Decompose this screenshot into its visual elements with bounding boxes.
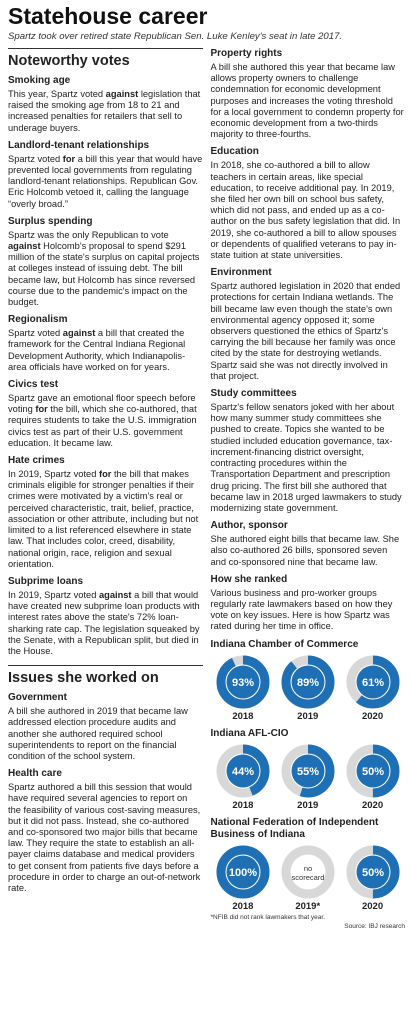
donut-cell	[278, 845, 338, 912]
vote-text: In 2019, Spartz voted	[8, 589, 99, 600]
vote-heading: Hate crimes	[8, 455, 65, 467]
donut-cell	[343, 655, 403, 722]
donut-label: 44%	[231, 765, 254, 778]
donut-year: 2019	[297, 799, 319, 811]
donut-label: 93%	[231, 676, 254, 689]
issues-left-list	[8, 692, 203, 894]
vote-text: Spartz voted	[8, 153, 63, 164]
donut-chart	[346, 655, 400, 709]
donut-row	[211, 655, 406, 722]
donut-row	[211, 845, 406, 912]
issue-body: Spartz authored a bill this session that would have required several agencies to report on the feasibility of various cost-saving measures, but it did not pass. Instead, she co-authored and co-sponsored two major bills that became law. They require the state to establish an all-payer claims database and medical providers to get consent from patients five days before a procedure in order to charge an out-of-network rate.	[8, 782, 201, 893]
issue-heading: Government	[8, 692, 67, 704]
vote-body	[8, 590, 203, 657]
donut-label: 50%	[361, 866, 384, 879]
vote-heading: Smoking age	[8, 75, 71, 86]
donut-chart	[216, 744, 270, 798]
donut-cell	[213, 655, 273, 722]
rating-group	[211, 639, 406, 722]
vote-body	[8, 89, 203, 134]
donut-chart	[281, 655, 335, 709]
donut-year: 2019*	[295, 900, 321, 912]
donut-year: 2019	[297, 710, 319, 722]
vote-position: for	[98, 469, 112, 480]
page-subtitle: Spartz took over retired state Republican Sen. Luke Kenley's seat in late 2017.	[8, 31, 343, 42]
vote-text: Spartz gave an emotional floor speech before voting	[8, 393, 196, 415]
vote-heading: Surplus spending	[8, 215, 93, 227]
donut-chart	[281, 845, 335, 899]
issue-heading: How she ranked	[210, 573, 288, 585]
donut-cell	[213, 744, 273, 811]
issue-body: In 2018, she co-authored a bill to allow teachers in certain areas, like special education, to receive additional pay. In 2019, she filed her own bill on school bus safety, which did not pass, and ended up as a co-author on the bus safety legislation that did. In 2019, she co-authored a bill to allow spouses or dependents of qualified veterans to pay in-state tuition at state universities.	[210, 160, 401, 261]
vote-text: Holcomb's proposal to spend $291 million of the state's surplus on capital projects at colleges instead of issuing debt. The bill became law, but Holcomb has since reversed course due to the pandemic's impact on the budget.	[8, 241, 200, 308]
donut-cell	[213, 845, 273, 912]
vote-heading: Civics test	[8, 379, 59, 391]
rating-group-name: Indiana AFL-CIO	[210, 727, 289, 739]
vote-text: Spartz was the only Republican to vote	[8, 229, 169, 240]
vote-text: the bill that makes criminals eligible for stronger penalties if their crimes were motivated by a victim's real or perceived characteristic, trait, belief, practice, association or other attribute, including but not limited to a list referenced elsewhere in state law. That includes color, creed, disability, national origin, race, religion and sexual orientation.	[8, 469, 199, 569]
vote-position: for	[35, 404, 48, 415]
issue-heading: Environment	[210, 267, 272, 279]
vote-position: against	[62, 328, 96, 339]
issues-right-list	[211, 48, 406, 633]
vote-body	[8, 154, 203, 210]
donut-label: 55%	[296, 765, 319, 778]
donut-label: no scorecard	[291, 863, 325, 882]
vote-text: legislation that raised the smoking age from 18 to 21 and increased penalties for retailers that sell to underage buyers.	[8, 89, 201, 133]
vote-text: a bill this year that would have prevented local governments from regulating landlord-tenant relationships. Republican Gov. Eric Holcomb vetoed it, calling the language “overly broad.”	[8, 153, 203, 209]
donut-label: 50%	[361, 765, 384, 778]
donut-chart	[216, 655, 270, 709]
donut-cell	[343, 744, 403, 811]
issue-body: A bill she authored in 2019 that became law addressed election procedure audits and another she authored required school superintendents to report on the financial condition of the school system.	[8, 706, 188, 761]
issue-heading: Study committees	[210, 388, 297, 400]
donut-year: 2020	[361, 900, 384, 912]
vote-position: against	[8, 241, 41, 252]
donut-label: 100%	[228, 866, 257, 879]
vote-text: the bill, which she co-authored, that requires students to take the U.S. immigration civics test as part of their U.S. government education. It became law.	[8, 404, 197, 448]
vote-body	[8, 328, 203, 373]
vote-heading: Regionalism	[8, 314, 68, 326]
vote-body	[8, 469, 203, 570]
vote-position: against	[98, 589, 132, 600]
issue-body: A bill she authored this year that became law allows property owners to challenge condemnation for economic development purposes and increases the voting threshold for a local government to condemn property for economic development from a two-thirds majority to three-fourths.	[210, 62, 404, 140]
right-column	[211, 48, 406, 930]
donut-label: 89%	[296, 676, 319, 689]
rating-group	[211, 728, 406, 811]
page-title: Statehouse career	[8, 3, 208, 29]
vote-body	[8, 393, 203, 449]
chart-footnote: *NFIB did not rank lawmakers that year.	[210, 913, 326, 921]
rating-group	[211, 817, 406, 912]
issue-heading: Health care	[8, 768, 62, 780]
vote-body	[8, 230, 203, 308]
donut-cell	[343, 845, 403, 912]
vote-text: a bill that would have created new subprime loan products with interest rates above the state's 72% loan-sharking rate cap. The legislation squeaked by the Senate, with a Republican split, but died in the House.	[8, 589, 200, 656]
donut-cell	[278, 655, 338, 722]
issue-body: She authored eight bills that became law. She also co-authored 26 bills, sponsored seven and co-sponsored nine that became law.	[210, 534, 400, 567]
donut-year: 2018	[232, 710, 254, 722]
vote-heading: Subprime loans	[8, 575, 84, 587]
donut-year: 2018	[232, 900, 254, 912]
rating-group-name: Indiana Chamber of Commerce	[210, 638, 359, 650]
issue-body: Spartz's fellow senators joked with her about how many summer study committees she pushed to create. Topics she wanted to be studied included education governance, tax-increment-financing district oversight, contracting procedures within the Transportation Department and prescription drug pricing. The first bill she authored that became law in 2018 urged lawmakers to study modernizing state government.	[210, 402, 402, 513]
donut-chart	[346, 845, 400, 899]
donut-year: 2018	[232, 799, 254, 811]
vote-heading: Landlord-tenant relationships	[8, 139, 150, 151]
vote-text: This year, Spartz voted	[8, 89, 106, 99]
vote-text: In 2019, Spartz voted	[8, 469, 99, 480]
votes-list	[8, 75, 203, 657]
issue-body: Spartz authored legislation in 2020 that ended protections for certain Indiana wetlands. The bill became law even though the state's own environmental agency opposed it; some observers questioned the ethics of Spartz's carrying the bill because her family was once cited by the state for destroying wetlands. Spartz said she was not directly involved in that project.	[210, 281, 401, 381]
vote-text: Spartz voted	[8, 328, 63, 339]
donut-chart	[216, 845, 270, 899]
issue-heading: Education	[210, 146, 259, 158]
donut-label: 61%	[361, 676, 384, 689]
issue-heading: Author, sponsor	[210, 520, 288, 532]
donut-row	[211, 744, 406, 811]
source-credit: Source: IBJ research	[344, 922, 405, 930]
donut-year: 2020	[361, 710, 384, 722]
vote-text: a bill that created the framework for the Central Indiana Regional Development Authority, which Indianapolis-area officials have worked on for years.	[8, 328, 186, 372]
donut-cell	[278, 744, 338, 811]
noteworthy-votes-heading: Noteworthy votes	[8, 48, 203, 69]
issue-body: Various business and pro-worker groups regularly rate lawmakers based on how they vote on key issues. Here is how Spartz was rated during her time in office.	[210, 587, 393, 632]
donut-chart	[346, 744, 400, 798]
left-column	[8, 48, 203, 930]
columns	[8, 48, 405, 930]
vote-position: against	[105, 89, 139, 99]
issues-heading: Issues she worked on	[8, 665, 203, 686]
donut-chart	[281, 744, 335, 798]
issue-heading: Property rights	[210, 48, 283, 59]
donut-year: 2020	[361, 799, 384, 811]
vote-position: for	[62, 153, 76, 164]
rating-group-name: National Federation of Independent Business of Indiana	[210, 816, 379, 840]
ratings-chart	[211, 639, 406, 912]
